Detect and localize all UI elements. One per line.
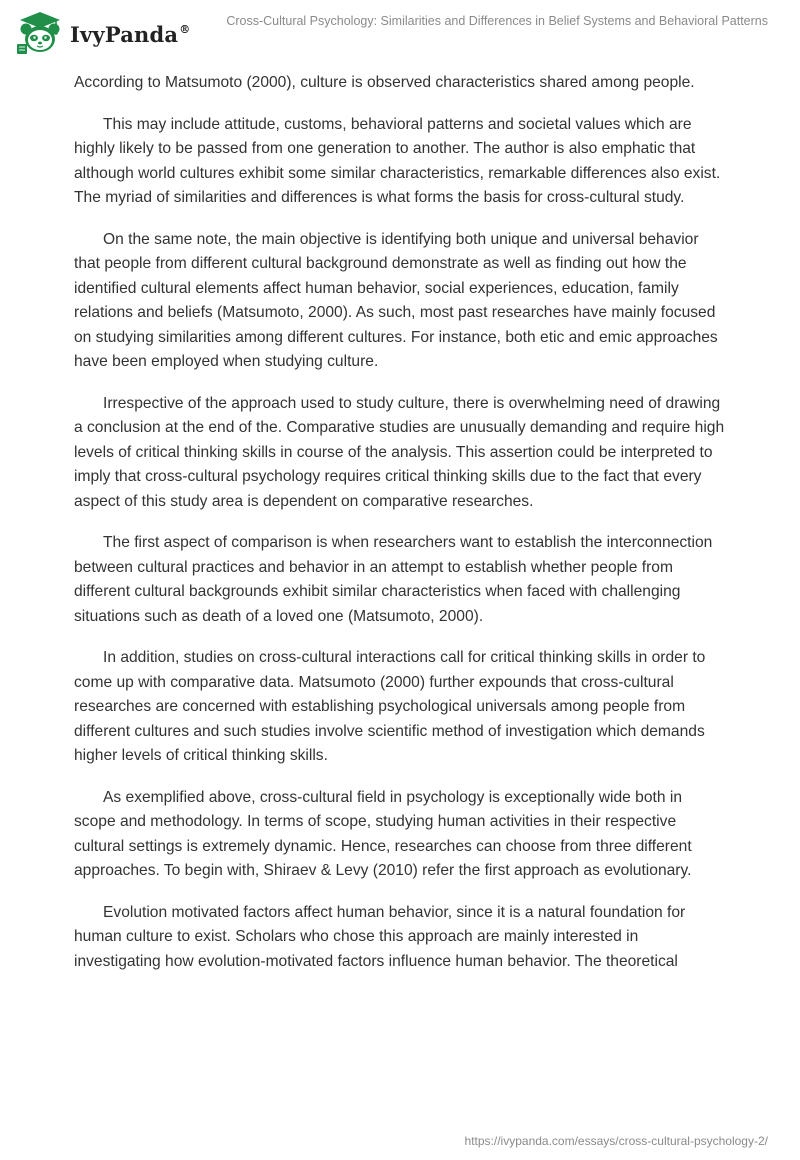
footer-url-link[interactable]: https://ivypanda.com/essays/cross-cultural-psychology-2/ xyxy=(464,1134,768,1148)
paragraph: This may include attitude, customs, behavioral patterns and societal values which are highly likely to be passed from one generation to another. The author is also emphatic that although world cultures exhibit some similar characteristics, remarkable differences also exist. The myriad of similarities and differences is what forms the basis for cross-cultural study. xyxy=(74,115,721,206)
paragraph: According to Matsumoto (2000), culture is observed characteristics shared among people. xyxy=(74,74,695,91)
paragraph: Evolution motivated factors affect human behavior, since it is a natural foundation for human culture to exist. Scholars who chose this approach are mainly interested in investigating how evolution-motivated factors influence human behavior. The theoretical xyxy=(74,903,686,970)
paragraph: The first aspect of comparison is when researchers want to establish the interconnection between cultural practices and behavior in an attempt to establish whether people from different cultural backgrounds exhibit similar characteristics when faced with challenging situations such as death of a loved one (Matsumoto, 2000). xyxy=(74,534,713,625)
paragraph: In addition, studies on cross-cultural interactions call for critical thinking skills in order to come up with comparative data. Matsumoto (2000) further expounds that cross-cultural researches are concerned with establishing psychological universals among people from different cultures and such studies involve scientific method of investigation which demands higher levels of critical thinking skills. xyxy=(74,649,706,764)
paragraph: As exemplified above, cross-cultural field in psychology is exceptionally wide both in scope and methodology. In terms of scope, studying human activities in their respective cultural settings is extremely dynamic. Hence, researches can choose from three different approaches. To begin with, Shiraev & Levy (2010) refer the first approach as evolutionary. xyxy=(74,788,692,879)
page-header xyxy=(0,0,800,62)
panda-graduate-icon xyxy=(14,8,66,58)
ivypanda-logo[interactable] xyxy=(14,8,190,58)
paragraph: Irrespective of the approach used to study culture, there is overwhelming need of drawing a conclusion at the end of the. Comparative studies are unusually demanding and require high levels of critical thinking skills in course of the analysis. This assertion could be interpreted to imply that cross-cultural psychology requires critical thinking skills due to the fact that every aspect of this study area is dependent on comparative researches. xyxy=(74,394,725,510)
brand-name: IvyPanda® xyxy=(70,21,191,47)
document-title: Cross-Cultural Psychology: Similarities and Differences in Belief Systems and Behavioral Patterns xyxy=(226,14,768,28)
paragraph: On the same note, the main objective is identifying both unique and universal behavior that people from different cultural background demonstrate as well as finding out how the identified cultural elements affect human behavior, social experiences, education, family relations and beliefs (Matsumoto, 2000). As such, most past researches have mainly focused on studying similarities among different cultures. For instance, both etic and emic approaches have been employed when studying culture. xyxy=(74,230,718,370)
essay-body xyxy=(74,71,726,991)
